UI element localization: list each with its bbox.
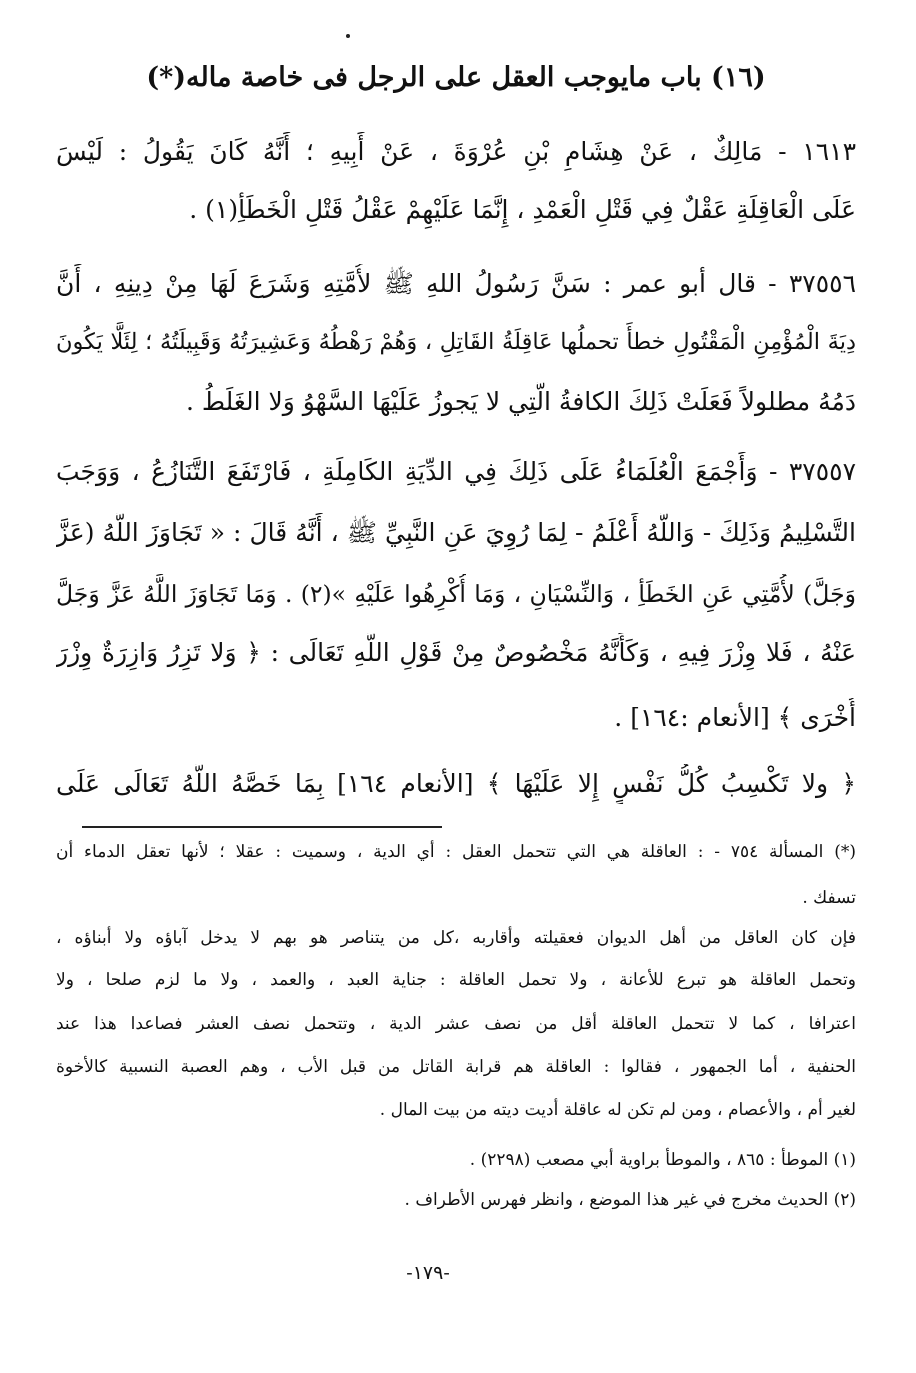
commentary-line-1: ٣٧٥٥٦ - قال أبو عمر : سَنَّ رَسُولُ اللهِ ﷺ لأُمَّتِهِ وَشَرَعَ لَهَا مِنْ دِينِهِ ، أَنَّ (56, 269, 856, 298)
footnote-star-line-2: تسفك . (802, 888, 856, 908)
footnote-star-line-7: لغير أم ، والأعصام ، ومن لم تكن له عاقلة أديت ديته من بيت المال . (379, 1100, 856, 1120)
footnote-star-line-3: فإن كان العاقل من أهل الديوان فعقيلته وأقاربه ،كل من يتناصر هو بهم لا يدخل آباؤه ولا أبناؤه ، (56, 928, 856, 948)
chapter-title: (١٦) باب مايوجب العقل على الرجل فى خاصة ماله(*) (146, 62, 766, 93)
commentary-line-4: ٣٧٥٥٧ - وَأَجْمَعَ الْعُلَمَاءُ عَلَى ذَلِكَ فِي الدِّيَةِ الكَامِلَةِ ، فَارْتَفَعَ التَّنَازُعُ ، وَوَجَبَ (56, 457, 856, 486)
footnote-star-line-6: الحنفية ، أما الجمهور ، فقالوا : العاقلة هم قرابة القاتل من قبل الأب ، وهم العصبة النسبية كالأخوة (56, 1057, 856, 1077)
footnote-star-line-4: وتحمل العاقلة هو تبرع للأعانة ، ولا تحمل العاقلة : جناية العبد ، والعمد ، ولا ما لزم صلحا ، ولا (56, 970, 856, 990)
footnote-star-line-1: (*) المسألة ٧٥٤ - : العاقلة هي التي تتحمل العقل : أي الدية ، وسميت : عقلا ؛ لأنها تعقل الدماء أن (56, 842, 856, 862)
commentary-line-6: وَجَلَّ) لأُمَّتِي عَنِ الخَطَأِ ، وَالنِّسْيَانِ ، وَمَا أُكْرِهُوا عَلَيْهِ »(٢) . وَمَا تَجَاوَزَ اللَّهُ عَزَّ وَجَلَّ (56, 580, 856, 608)
commentary-line-8: أُخْرَى ﴾ [الأنعام :١٦٤] . (614, 703, 856, 732)
footnote-1: (١) الموطأ : ٨٦٥ ، والموطأ براوية أبي مصعب (٢٢٩٨) . (469, 1150, 856, 1170)
top-dot (346, 34, 350, 38)
commentary-line-5: التَّسْلِيمُ وَذَلِكَ - وَاللَّهُ أَعْلَمُ - لِمَا رُوِيَ عَنِ النَّبِيِّ ﷺ ، أَنَّهُ قَالَ : « تَجَاوَزَ اللَّهُ (عَزَّ (56, 518, 856, 547)
commentary-line-9: ﴿ ولا تَكْسِبُ كُلُّ نَفْسٍ إِلا عَلَيْهَا ﴾ [الأنعام ١٦٤] بِمَا خَصَّهُ اللَّهُ تَعَالَى عَلَى (56, 769, 856, 798)
footnote-separator (82, 826, 442, 828)
commentary-line-7: عَنْهُ ، فَلا وِزْرَ فِيهِ ، وَكَأَنَّهُ مَخْصُوصٌ مِنْ قَوْلِ اللَّهِ تَعَالَى : ﴿ وَلا تَزِرُ وَازِرَةٌ وِزْرَ (56, 638, 856, 667)
hadith-line-1: ١٦١٣ - مَالِكٌ ، عَنْ هِشَامِ بْنِ عُرْوَةَ ، عَنْ أَبِيهِ ؛ أَنَّهُ كَانَ يَقُولُ : لَيْسَ (56, 137, 856, 166)
footnote-star-line-5: اعترافا ، كما لا تتحمل العاقلة أقل من نصف عشر الدية ، وتتحمل نصف العشر فصاعدا هذا عند (56, 1014, 856, 1034)
commentary-line-2: دِيَةَ الْمُؤْمِنِ الْمَقْتُولِ خطأً تحملُها عَاقِلَةُ القَاتِلِ ، وَهُمْ رَهْطُهُ وَعَشِيرَتُهُ وَقَبِيلَتُهُ ؛ لِئَلَّا يَكُونَ (56, 329, 856, 355)
page-number: -١٧٩- (406, 1262, 450, 1284)
hadith-line-2: عَلَى الْعَاقِلَةِ عَقْلٌ فِي قَتْلِ الْعَمْدِ ، إِنَّمَا عَلَيْهِمْ عَقْلُ قَتْلِ الْخَطَأِ(١) . (189, 195, 856, 224)
commentary-line-3: دَمُهُ مطلولاً فَعَلَتْ ذَلِكَ الكافةُ الَّتِي لا يَجوزُ عَلَيْهَا السَّهْوُ وَلا الغَلَطُ . (185, 387, 856, 416)
footnote-2: (٢) الحديث مخرج في غير هذا الموضع ، وانظر فهرس الأطراف . (404, 1190, 856, 1210)
